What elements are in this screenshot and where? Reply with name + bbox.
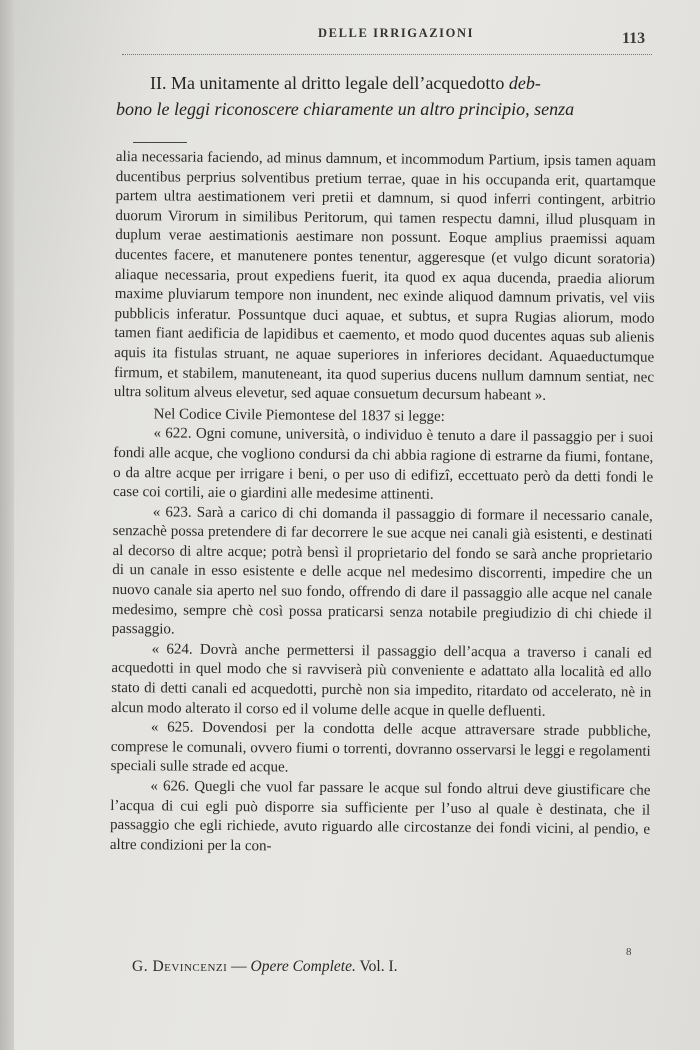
footer-credit (132, 958, 398, 976)
body-text (110, 148, 656, 860)
printer-signature: 8 (626, 946, 632, 958)
section-text-upright: Ma unitamente al dritto legale dell’acquedotto (171, 73, 505, 93)
footer-author: G. Devincenzi (132, 958, 228, 975)
header-dotted-rule (122, 54, 652, 55)
running-title: DELLE IRRIGAZIONI (318, 26, 475, 40)
section-number: II. (150, 73, 167, 93)
article-624: « 624. Dovrà anche permettersi il passaggio dell’acqua a traverso i canali ed acquedotti in quel modo che si ravviserà più conveniente e adattato alla località ed allo stato di detti canali ed acquedotti, purchè non sia impedito, ritardato od accelerato, nè in alcun modo alterato il corso ed il volume delle acque in quelle defluenti. (111, 641, 652, 720)
article-622: « 622. Ogni comune, università, o individuo è tenuto a dare il passaggio per i suoi fondi alle acque, che vogliono condursi da chi abbia ragione di estrarne da fiumi, fontane, o da altre acque per irrigare i beni, o per uso di edifizî, eccettuato però da detti fondi le case coi cortili, aie o giardini alle medesime attinenti. (112, 425, 654, 503)
footer-volume: Vol. I. (359, 958, 398, 975)
section-text-italic-2: bono le leggi riconoscere chiaramente un altro principio, senza (116, 99, 575, 119)
latin-quote: alia necessaria faciendo, ad minus damnum, et incommodum Partium, ipsis tamen aquam ducentibus perprius solventibus pretium terrae, quae in his occupanda erit, quartamque partem ultra aestimationem veri pretii et damnum, si quod inferri contingent, arbitrio duorum Virorum in similibus Peritorum, qui tamen respectu damni, illud plusquam in duplum verae aestimationis aestimare non possunt. Eoque amplius praemissi aquam ducentes facere, et manutenere pontes tenentur, aggeresque (et vulgo dicunt soratoria) aliaque necessaria, prout expediens fuerit, ita quod ex aqua ducenda, praedia aliorum maxime pluviarum tempore non inundent, nec exinde aliquod damnum privatis, vel viis pubblicis inferatur. Possuntque duci aquae, et subtus, et supra Rugias aliorum, modo tamen fiant aedificia de lapidibus et caemento, et modo quod ducentes aquas sub alienis aquis ita fistulas struant, ne aquae superiores in inferiores decidant. Aquaeductumque firmum, et stabilem, manuteneant, ita quod superius ducens nullum damnum sentiat, nec ultra solitum alveus elevetur, sed aquae consuetum decursum habeant ». (113, 148, 656, 404)
article-625: « 625. Dovendosi per la condotta delle acque attraversare strade pubbliche, comprese le comunali, ovvero fiumi o torrenti, dovranno osservarsi le leggi e regolamenti speciali sulle strade ed acque. (110, 719, 651, 776)
intro-line: Nel Codice Civile Piemontese del 1837 si legge: (153, 406, 445, 425)
article-626: « 626. Quegli che vuol far passare le acque sul fondo altrui deve giustificare che l’acqua di cui egli può disporre sia sufficiente per l’uso al quale è destinata, che il passaggio che egli richiede, avuto riguardo alle circostanze dei fondi vicini, al pendio, e altre condizioni per la con- (109, 778, 651, 855)
footnote-separator (133, 142, 187, 143)
section-text-italic-1: deb- (508, 73, 541, 93)
footer-dash: — (231, 958, 247, 975)
section-heading (116, 70, 656, 122)
page-number: 113 (622, 30, 646, 47)
footer-work: Opere Complete. (250, 958, 356, 975)
page-edge (0, 0, 14, 1050)
article-623: « 623. Sarà a carico di chi domanda il passaggio di formare il necessario canale, senzachè possa pretendere di far decorrere le sue acque nei canali già esistenti, e destinati al decorso di altre acque; potrà bensì il proprietario del fondo se sarà anche proprietario di un canale in esso esistente e delle acque nel medesimo discorrenti, impedire che un nuovo canale sia aperto nel suo fondo, offrendo di dare il passaggio alle acque nel canale medesimo, sempre chè così possa praticarsi senza notabile pregiudizio di chi chiede il passaggio. (111, 504, 653, 638)
